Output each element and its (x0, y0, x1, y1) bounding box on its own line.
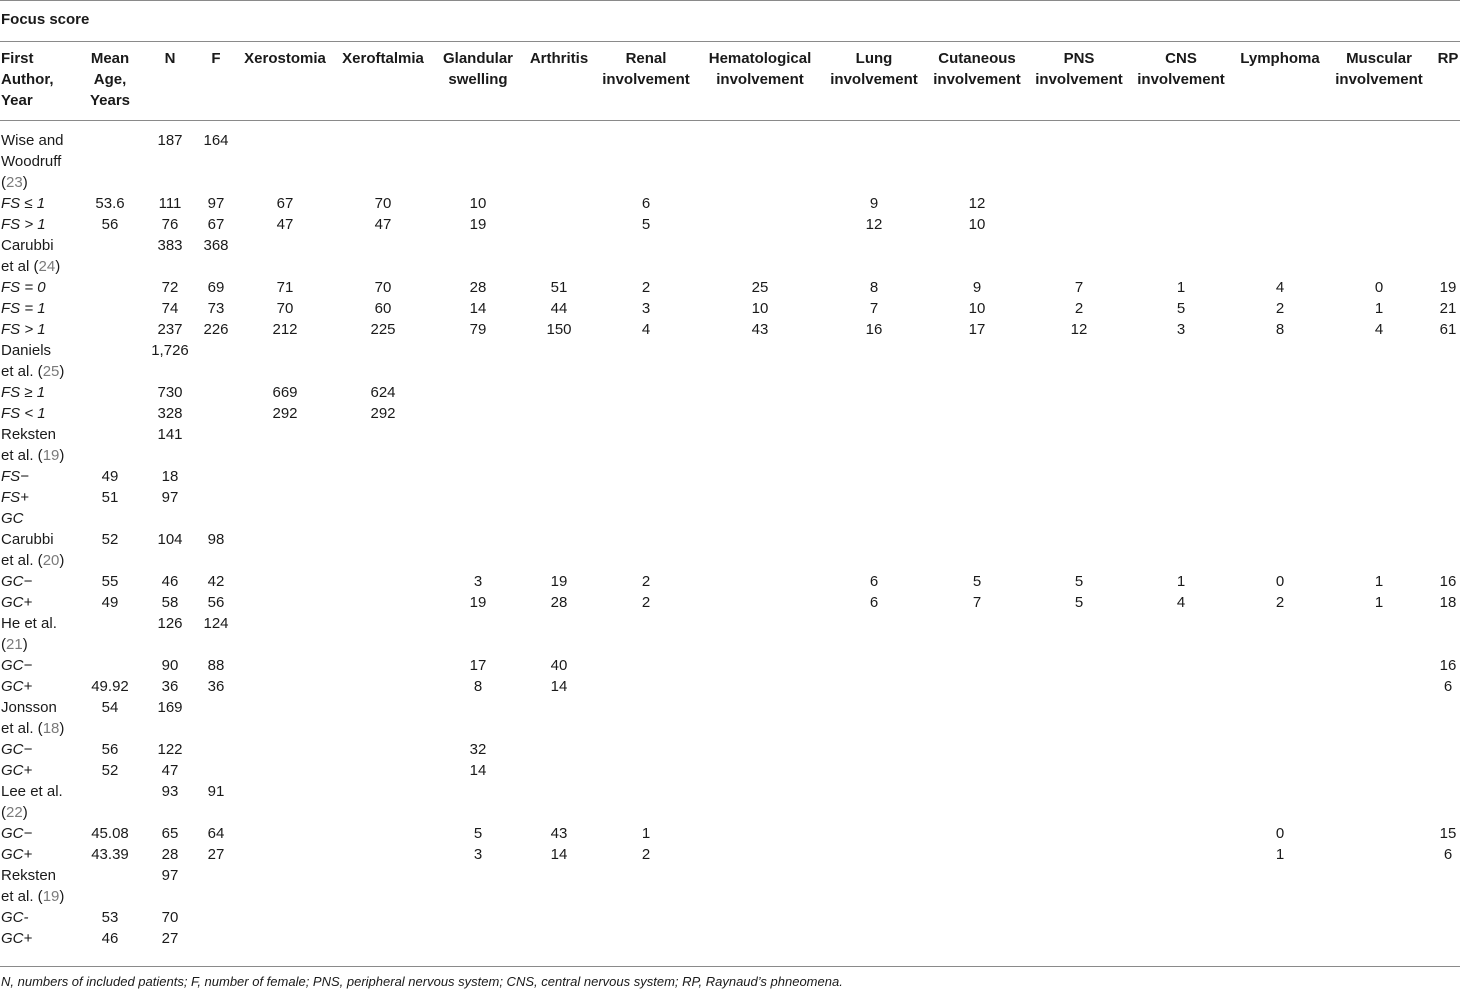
table-cell-glandular-swelling: 19 (469, 594, 487, 611)
row-label (1, 340, 86, 382)
table-cell-rp: 15 (1439, 825, 1457, 842)
table-cell-f: 56 (207, 594, 225, 611)
table-cell-lung-involvement: 9 (869, 195, 879, 212)
header-bottom-rule (0, 120, 1460, 121)
row-label-text: FS ≤ 1 (1, 195, 46, 212)
column-header-xeroftalmia: Xeroftalmia (342, 50, 424, 67)
table-cell-muscular-involvement: 1 (1374, 573, 1384, 590)
table-cell-lymphoma: 4 (1275, 279, 1285, 296)
table-cell-lymphoma: 2 (1275, 594, 1285, 611)
row-label-text: Reksten (1, 426, 57, 443)
row-label-text: Wise and (1, 132, 64, 149)
row-label (1, 487, 86, 508)
column-header-lymphoma: Lymphoma (1240, 50, 1320, 67)
table-cell-n: 97 (161, 489, 179, 506)
row-label (1, 403, 86, 424)
table-bottom-rule (0, 966, 1460, 967)
row-label-text: ) (59, 720, 65, 737)
row-label-text: et al. ( (1, 888, 43, 905)
row-label-text: ) (59, 363, 65, 380)
table-cell-rp: 16 (1439, 573, 1457, 590)
table-cell-mean-age-years: 45.08 (91, 825, 129, 842)
table-cell-hematological-involvement: 43 (751, 321, 769, 338)
table-cell-pns-involvement: 2 (1074, 300, 1084, 317)
row-label-text: ) (59, 888, 65, 905)
row-label (1, 466, 86, 487)
table-cell-mean-age-years: 49.92 (91, 678, 129, 695)
table-cell-cutaneous-involvement: 7 (972, 594, 982, 611)
table-cell-pns-involvement: 12 (1070, 321, 1088, 338)
table-cell-f: 368 (203, 237, 229, 254)
table-cell-xerostomia: 669 (272, 384, 298, 401)
table-cell-mean-age-years: 43.39 (91, 846, 129, 863)
table-cell-rp: 19 (1439, 279, 1457, 296)
table-cell-mean-age-years: 53 (101, 909, 119, 926)
table-cell-f: 64 (207, 825, 225, 842)
table-cell-f: 164 (203, 132, 229, 149)
row-label-text: et al. ( (1, 447, 43, 464)
table-cell-cutaneous-involvement: 12 (968, 195, 986, 212)
row-label-text: FS > 1 (1, 216, 46, 233)
table-cell-renal-involvement: 2 (641, 846, 651, 863)
table-cell-arthritis: 19 (550, 573, 568, 590)
row-label (1, 676, 86, 697)
row-label-text: FS ≥ 1 (1, 384, 46, 401)
reference-number[interactable]: 25 (42, 363, 60, 380)
row-label-text: ) (59, 447, 65, 464)
table-cell-n: 27 (161, 930, 179, 947)
table-cell-xerostomia: 47 (276, 216, 294, 233)
table-cell-arthritis: 150 (546, 321, 572, 338)
table-cell-glandular-swelling: 5 (473, 825, 483, 842)
table-cell-arthritis: 44 (550, 300, 568, 317)
table-cell-n: 111 (158, 195, 182, 212)
table-cell-lung-involvement: 6 (869, 573, 879, 590)
row-label-text: FS+ (1, 489, 29, 506)
row-label (1, 760, 86, 781)
table-cell-rp: 18 (1439, 594, 1457, 611)
table-cell-muscular-involvement: 4 (1374, 321, 1384, 338)
table-cell-n: 141 (157, 426, 183, 443)
row-label-text: ) (22, 174, 28, 191)
row-label-text: GC− (1, 741, 33, 758)
table-cell-n: 47 (161, 762, 179, 779)
table-cell-n: 187 (157, 132, 183, 149)
table-cell-rp: 61 (1439, 321, 1457, 338)
table-cell-mean-age-years: 52 (101, 762, 119, 779)
table-cell-cns-involvement: 4 (1176, 594, 1186, 611)
row-label (1, 697, 86, 739)
table-cell-arthritis: 14 (550, 846, 568, 863)
table-cell-f: 42 (207, 573, 225, 590)
table-cell-lung-involvement: 16 (865, 321, 883, 338)
row-label-text: He et al. (1, 615, 57, 632)
table-cell-cutaneous-involvement: 17 (968, 321, 986, 338)
row-label (1, 298, 86, 319)
table-cell-n: 169 (157, 699, 183, 716)
table-cell-n: 1,726 (151, 342, 189, 359)
table-cell-n: 328 (157, 405, 183, 422)
table-cell-renal-involvement: 2 (641, 594, 651, 611)
row-label (1, 529, 86, 571)
table-cell-hematological-involvement: 25 (751, 279, 769, 296)
table-cell-mean-age-years: 56 (101, 741, 119, 758)
row-label-text: ) (55, 258, 61, 275)
table-cell-n: 46 (161, 573, 179, 590)
table-cell-xeroftalmia: 225 (370, 321, 396, 338)
row-label-text: GC− (1, 657, 33, 674)
table-cell-mean-age-years: 49 (101, 594, 119, 611)
table-cell-muscular-involvement: 1 (1374, 300, 1384, 317)
row-label-text: FS = 1 (1, 300, 46, 317)
table-cell-xerostomia: 212 (272, 321, 298, 338)
row-label-text: FS− (1, 468, 29, 485)
table-cell-xerostomia: 292 (272, 405, 298, 422)
column-header-mean-age-years: Mean Age, Years (89, 50, 131, 109)
table-cell-lymphoma: 1 (1275, 846, 1285, 863)
table-cell-xeroftalmia: 60 (374, 300, 392, 317)
row-label (1, 928, 86, 949)
row-label (1, 592, 86, 613)
row-label-text: GC+ (1, 678, 33, 695)
row-label-text: FS > 1 (1, 321, 46, 338)
row-label-text: Reksten (1, 867, 57, 884)
row-label-text: ) (59, 552, 65, 569)
row-label-text: GC− (1, 573, 33, 590)
row-label-text: FS < 1 (1, 405, 46, 422)
row-label (1, 508, 86, 529)
table-cell-xeroftalmia: 292 (370, 405, 396, 422)
table-cell-pns-involvement: 5 (1074, 594, 1084, 611)
table-cell-lung-involvement: 8 (869, 279, 879, 296)
row-label-text: et al. ( (1, 720, 43, 737)
row-label-text: Lee et al. (1, 783, 63, 800)
table-cell-n: 126 (157, 615, 183, 632)
table-cell-n: 72 (161, 279, 179, 296)
table-cell-mean-age-years: 49 (101, 468, 119, 485)
table-cell-renal-involvement: 4 (641, 321, 651, 338)
table-cell-f: 97 (207, 195, 225, 212)
top-rule (0, 0, 1460, 1)
row-label-text: Woodruff (1, 153, 62, 170)
table-cell-n: 28 (161, 846, 179, 863)
row-label (1, 613, 86, 655)
table-cell-lung-involvement: 12 (865, 216, 883, 233)
table-cell-mean-age-years: 53.6 (95, 195, 125, 212)
table-cell-lymphoma: 0 (1275, 573, 1285, 590)
table-cell-renal-involvement: 5 (641, 216, 651, 233)
table-cell-xeroftalmia: 70 (374, 279, 392, 296)
row-label-text: GC+ (1, 762, 33, 779)
row-label-text: et al. ( (1, 552, 43, 569)
table-cell-mean-age-years: 54 (101, 699, 119, 716)
row-label (1, 319, 86, 340)
row-label-text: et al ( (1, 258, 39, 275)
row-label (1, 214, 86, 235)
column-header-muscular-involvement: Muscular involvement (1335, 50, 1423, 88)
table-cell-arthritis: 40 (550, 657, 568, 674)
column-header-cutaneous-involvement: Cutaneous involvement (933, 50, 1021, 88)
table-cell-rp: 21 (1439, 300, 1457, 317)
table-cell-xeroftalmia: 70 (374, 195, 392, 212)
reference-number[interactable]: 20 (42, 552, 60, 569)
table-cell-xeroftalmia: 47 (374, 216, 392, 233)
row-label (1, 130, 86, 193)
reference-number[interactable]: 18 (42, 720, 60, 737)
row-label (1, 424, 86, 466)
table-cell-f: 67 (207, 216, 225, 233)
reference-number[interactable]: 19 (42, 447, 60, 464)
table-cell-cns-involvement: 3 (1176, 321, 1186, 338)
table-cell-cutaneous-involvement: 10 (968, 216, 986, 233)
table-cell-lung-involvement: 6 (869, 594, 879, 611)
table-cell-n: 237 (157, 321, 183, 338)
table-cell-arthritis: 28 (550, 594, 568, 611)
table-cell-n: 97 (161, 867, 179, 884)
row-label (1, 655, 86, 676)
table-cell-glandular-swelling: 79 (469, 321, 487, 338)
table-cell-glandular-swelling: 3 (473, 846, 483, 863)
reference-number[interactable]: 23 (6, 174, 23, 191)
table-cell-glandular-swelling: 32 (469, 741, 487, 758)
table-cell-renal-involvement: 3 (641, 300, 651, 317)
row-label-text: GC+ (1, 594, 33, 611)
column-header-pns-involvement: PNS involvement (1035, 50, 1123, 88)
table-cell-rp: 16 (1439, 657, 1457, 674)
table-cell-f: 36 (207, 678, 225, 695)
table-cell-xerostomia: 70 (276, 300, 294, 317)
table-cell-hematological-involvement: 10 (751, 300, 769, 317)
column-header-renal-involvement: Renal involvement (602, 50, 690, 88)
table-cell-cns-involvement: 5 (1176, 300, 1186, 317)
table-cell-f: 88 (207, 657, 225, 674)
table-cell-glandular-swelling: 17 (469, 657, 487, 674)
row-label-text: GC+ (1, 930, 33, 947)
column-header-xerostomia: Xerostomia (244, 50, 326, 67)
table-cell-renal-involvement: 6 (641, 195, 651, 212)
row-label (1, 823, 86, 844)
table-cell-pns-involvement: 7 (1074, 279, 1084, 296)
table-cell-glandular-swelling: 3 (473, 573, 483, 590)
table-cell-arthritis: 43 (550, 825, 568, 842)
row-label-text: FS = 0 (1, 279, 46, 296)
table-cell-arthritis: 14 (550, 678, 568, 695)
column-header-first-author-year: First Author, Year (1, 50, 54, 109)
table-cell-mean-age-years: 56 (101, 216, 119, 233)
table-cell-lymphoma: 8 (1275, 321, 1285, 338)
reference-number[interactable]: 21 (6, 636, 23, 653)
table-cell-n: 104 (157, 531, 183, 548)
table-cell-n: 93 (161, 783, 179, 800)
table-cell-f: 27 (207, 846, 225, 863)
table-cell-glandular-swelling: 19 (469, 216, 487, 233)
column-header-arthritis: Arthritis (529, 50, 589, 67)
table-cell-lymphoma: 0 (1275, 825, 1285, 842)
table-cell-muscular-involvement: 1 (1374, 594, 1384, 611)
table-cell-pns-involvement: 5 (1074, 573, 1084, 590)
row-label-text: ( (1, 804, 6, 821)
row-label (1, 907, 86, 928)
table-cell-f: 73 (207, 300, 225, 317)
table-cell-arthritis: 51 (550, 279, 568, 296)
column-header-lung-involvement: Lung involvement (830, 50, 918, 88)
table-cell-rp: 6 (1443, 678, 1453, 695)
column-header-cns-involvement: CNS involvement (1137, 50, 1225, 88)
row-label (1, 382, 86, 403)
table-cell-mean-age-years: 46 (101, 930, 119, 947)
row-label-text: GC+ (1, 846, 33, 863)
table-cell-cutaneous-involvement: 9 (972, 279, 982, 296)
table-cell-rp: 6 (1443, 846, 1453, 863)
row-label (1, 235, 86, 277)
row-label (1, 844, 86, 865)
column-header-rp: RP (1437, 50, 1459, 67)
table-cell-n: 74 (161, 300, 179, 317)
reference-number[interactable]: 22 (6, 804, 23, 821)
table-cell-mean-age-years: 55 (101, 573, 119, 590)
table-cell-n: 58 (161, 594, 179, 611)
row-label-text: GC− (1, 825, 33, 842)
table-cell-muscular-involvement: 0 (1374, 279, 1384, 296)
row-label-text: et al. ( (1, 363, 43, 380)
table-cell-n: 383 (157, 237, 183, 254)
table-cell-renal-involvement: 2 (641, 279, 651, 296)
row-label-text: Daniels (1, 342, 52, 359)
column-header-f: F (211, 50, 221, 67)
table-cell-xeroftalmia: 624 (370, 384, 396, 401)
table-cell-glandular-swelling: 10 (469, 195, 487, 212)
table-cell-f: 91 (207, 783, 225, 800)
table-cell-cutaneous-involvement: 10 (968, 300, 986, 317)
table-cell-n: 36 (161, 678, 179, 695)
table-cell-n: 730 (157, 384, 183, 401)
table-cell-lymphoma: 2 (1275, 300, 1285, 317)
table-cell-renal-involvement: 2 (641, 573, 651, 590)
table-cell-f: 98 (207, 531, 225, 548)
table-cell-n: 76 (161, 216, 179, 233)
table-cell-mean-age-years: 52 (101, 531, 119, 548)
table-cell-glandular-swelling: 8 (473, 678, 483, 695)
row-label-text: ) (22, 636, 28, 653)
row-label (1, 571, 86, 592)
table-cell-cns-involvement: 1 (1176, 279, 1186, 296)
row-label-text: Jonsson (1, 699, 57, 716)
column-header-hematological-involvement: Hematological involvement (708, 50, 812, 88)
table-cell-f: 226 (203, 321, 229, 338)
table-cell-glandular-swelling: 14 (469, 762, 487, 779)
row-label (1, 781, 86, 823)
table-cell-f: 124 (203, 615, 229, 632)
table-cell-renal-involvement: 1 (641, 825, 651, 842)
table-cell-cutaneous-involvement: 5 (972, 573, 982, 590)
table-cell-n: 18 (161, 468, 179, 485)
table-cell-n: 65 (161, 825, 179, 842)
row-label-text: GC- (1, 909, 29, 926)
table-cell-xerostomia: 67 (276, 195, 294, 212)
table-footnote: N, numbers of included patients; F, number of female; PNS, peripheral nervous system; CNS, central nervous system; RP, Raynaud’s phneomena. (1, 974, 843, 989)
column-header-n: N (164, 50, 176, 67)
table-cell-n: 90 (161, 657, 179, 674)
section-title: Focus score (1, 11, 90, 28)
row-label-text: Carubbi (1, 531, 54, 548)
table-cell-cns-involvement: 1 (1176, 573, 1186, 590)
table-cell-xerostomia: 71 (276, 279, 294, 296)
row-label (1, 193, 86, 214)
reference-number[interactable]: 19 (42, 888, 60, 905)
header-top-rule (0, 41, 1460, 42)
table-cell-lung-involvement: 7 (869, 300, 879, 317)
table-cell-glandular-swelling: 28 (469, 279, 487, 296)
row-label-text: Carubbi (1, 237, 54, 254)
row-label-text: ( (1, 174, 6, 191)
column-header-glandular-swelling: Glandular swelling (442, 50, 513, 88)
row-label (1, 865, 86, 907)
table-cell-mean-age-years: 51 (101, 489, 119, 506)
table-cell-f: 69 (207, 279, 225, 296)
row-label-text: ) (22, 804, 28, 821)
table-cell-n: 122 (157, 741, 183, 758)
table-cell-glandular-swelling: 14 (469, 300, 487, 317)
reference-number[interactable]: 24 (38, 258, 56, 275)
row-label-text: ( (1, 636, 6, 653)
row-label-text: GC (1, 510, 24, 527)
row-label (1, 277, 86, 298)
row-label (1, 739, 86, 760)
table-cell-n: 70 (161, 909, 179, 926)
